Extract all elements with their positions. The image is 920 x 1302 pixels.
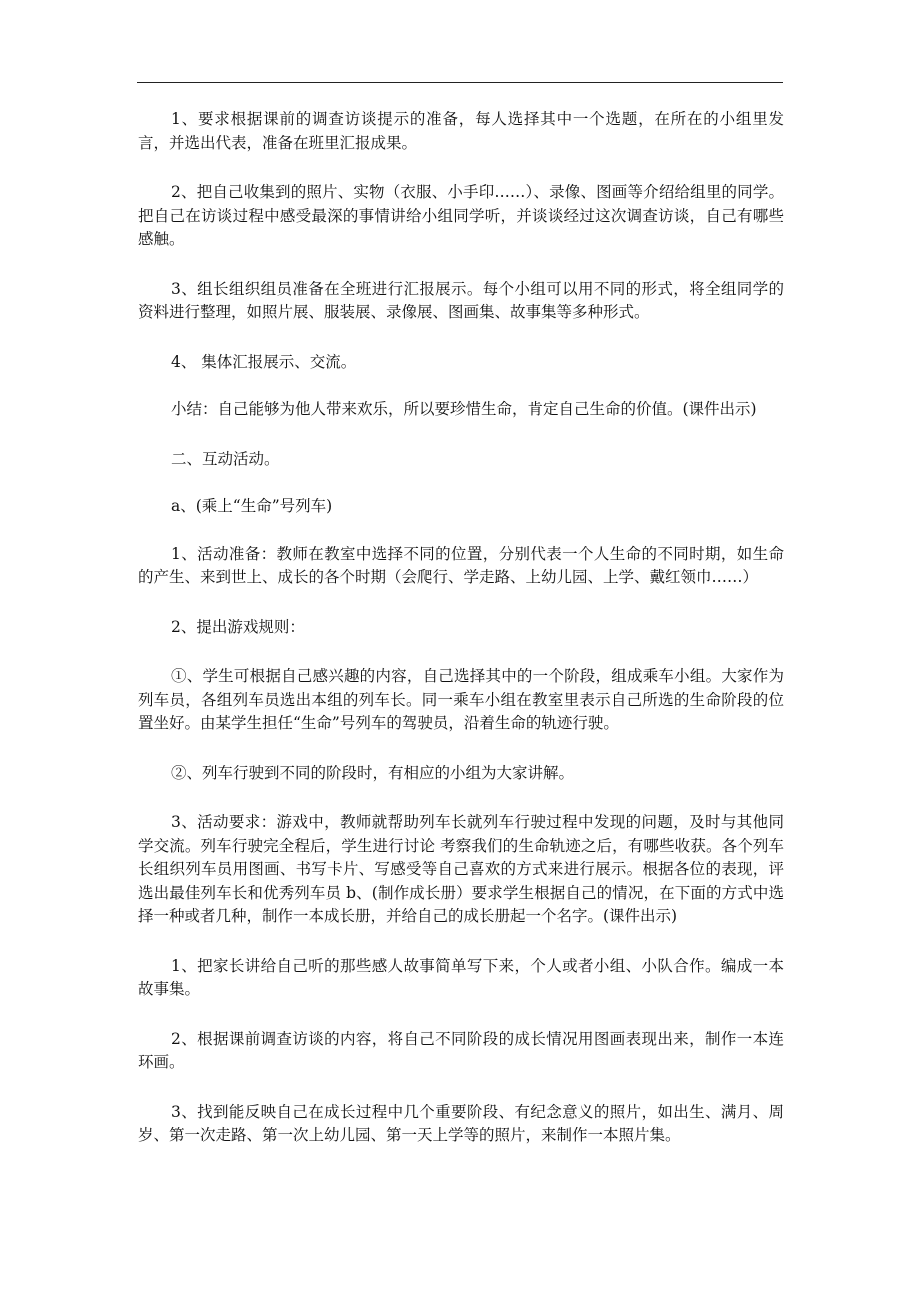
paragraph-game-rules: 2、提出游戏规则： [171,617,305,636]
header-rule [137,82,783,83]
paragraph-option-3: 3、找到能反映自己在成长过程中几个重要阶段、有纪念意义的照片，如出生、满月、周岁、第一次走路、第一次上幼儿园、第一天上学等的照片，来制作一本照片集。 [138,1102,784,1144]
paragraph-activity-requirements: 3、活动要求：游戏中，教师就帮助列车长就列车行驶过程中发现的问题，及时与其他同学交流。列车行驶完全程后，学生进行讨论 考察我们的生命轨迹之后，有哪些收获。各个列车长组织列车员用图画、书写卡片、写感受等自己喜欢的方式来进行展示。根据各位的表现，评选出最佳列车长和优秀列车员 b、(制作成长册）要求学生根据自己的情况，在下面的方式中选择一种或者几种，制作一本成长册，并给自己的成长册起一个名字。(课件出示) [138,813,784,925]
paragraph-activity-prep: 1、活动准备：教师在教室中选择不同的位置，分别代表一个人生命的不同时期，如生命的产生、来到世上、成长的各个时期（会爬行、学走路、上幼儿园、上学、戴红领巾……） [138,544,784,586]
document-body [138,108,784,1174]
paragraph-3: 3、组长组织组员准备在全班进行汇报展示。每个小组可以用不同的形式，将全组同学的资料进行整理，如照片展、服装展、录像展、图画集、故事集等多种形式。 [138,279,784,321]
section-heading: 二、互动活动。 [171,449,280,468]
paragraph-rule-1: ①、学生可根据自己感兴趣的内容，自己选择其中的一个阶段，组成乘车小组。大家作为列车员，各组列车员选出本组的列车长。同一乘车小组在教室里表示自己所选的生命阶段的位置坐好。由某学生担任“生命”号列车的驾驶员，沿着生命的轨迹行驶。 [138,667,784,732]
paragraph-option-1: 1、把家长讲给自己听的那些感人故事简单写下来，个人或者小组、小队合作。编成一本故事集。 [138,956,784,998]
paragraph-summary: 小结：自己能够为他人带来欢乐，所以要珍惜生命，肯定自己生命的价值。(课件出示) [171,400,757,418]
paragraph-1: 1、要求根据课前的调查访谈提示的准备，每人选择其中一个选题，在所在的小组里发言，并选出代表，准备在班里汇报成果。 [138,110,784,152]
paragraph-rule-2: ②、列车行驶到不同的阶段时，有相应的小组为大家讲解。 [171,763,575,782]
paragraph-2: 2、把自己收集到的照片、实物（衣服、小手印……）、录像、图画等介绍给组里的同学。把自己在访谈过程中感受最深的事情讲给小组同学听，并谈谈经过这次调查访谈，自己有哪些感触。 [138,183,784,248]
paragraph-option-2: 2、根据课前调查访谈的内容，将自己不同阶段的成长情况用图画表现出来，制作一本连环画。 [138,1029,784,1071]
paragraph-4: 4、 集体汇报展示、交流。 [171,352,357,371]
sub-heading-a: a、(乘上“生命”号列车) [171,497,333,515]
